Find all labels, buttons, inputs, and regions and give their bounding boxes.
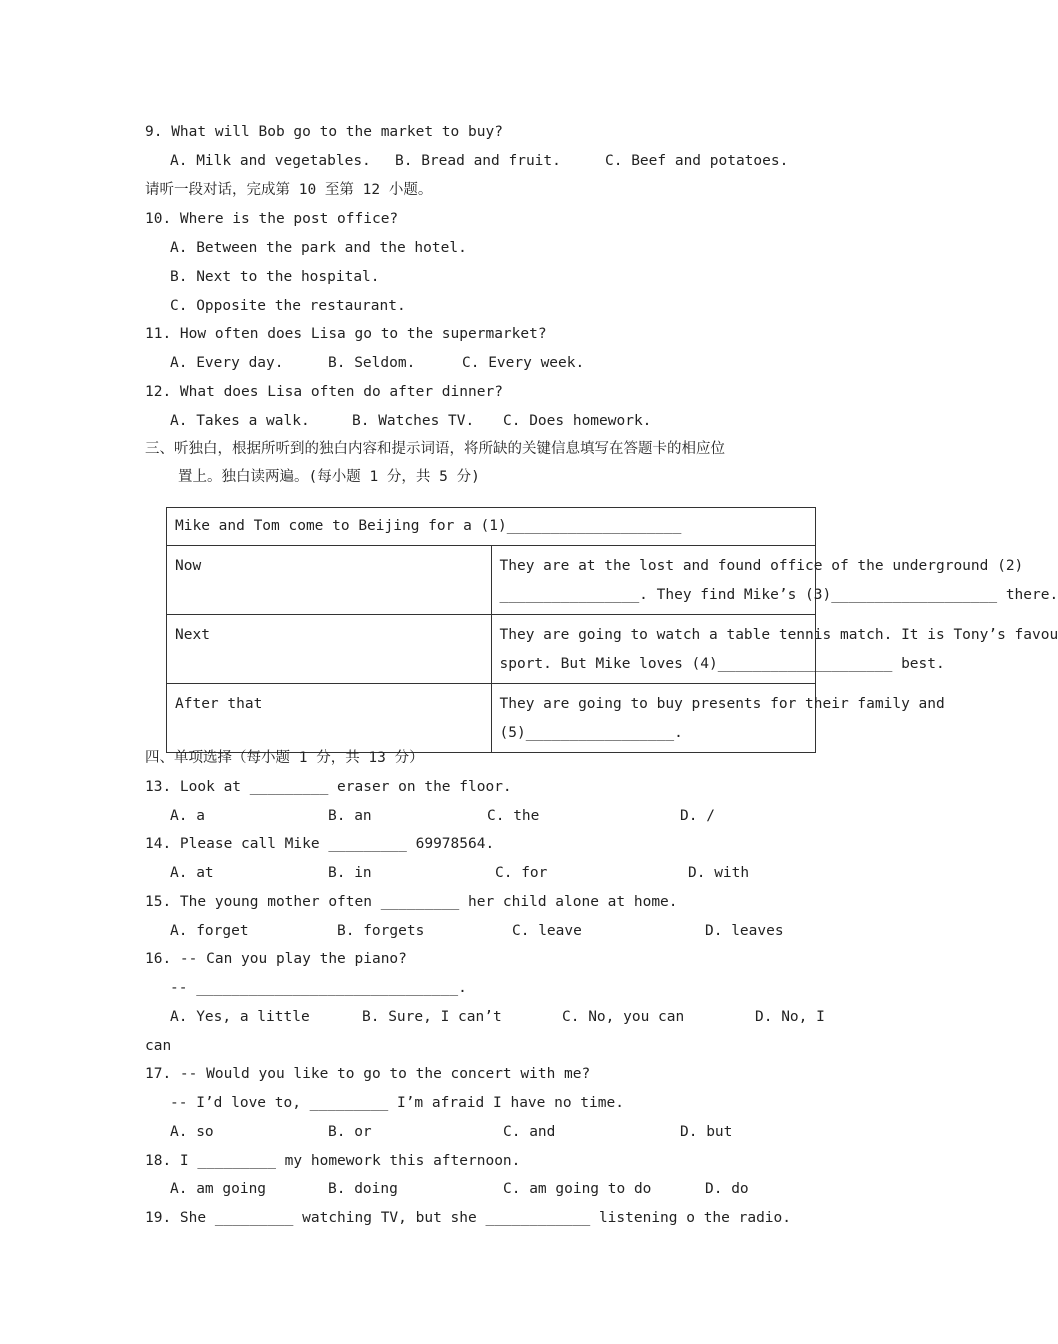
- q12-option-b: B. Watches TV.: [352, 413, 475, 429]
- q11-option-c: C. Every week.: [462, 355, 585, 371]
- q18-option-a: A. am going: [170, 1181, 267, 1197]
- q16-answer-line: -- ______________________________.: [170, 980, 467, 996]
- q12-option-a: A. Takes a walk.: [170, 413, 310, 429]
- q15-option-c: C. leave: [512, 923, 582, 939]
- q13-option-c: C. the: [487, 808, 540, 824]
- row-line: They are at the lost and found office of the underground (2): [499, 558, 1024, 574]
- q14-option-b: B. in: [328, 865, 372, 881]
- q12-option-c: C. Does homework.: [503, 413, 652, 429]
- q17-option-b: B. or: [328, 1124, 372, 1140]
- q17-reply: -- I’d love to, _________ I’m afraid I have no time.: [170, 1095, 624, 1111]
- q17-option-d: D. but: [680, 1124, 733, 1140]
- gap-fill-table: [166, 507, 1058, 753]
- q14-option-a: A. at: [170, 865, 214, 881]
- question-17: 17. -- Would you like to go to the concert with me?: [145, 1066, 591, 1082]
- question-14: 14. Please call Mike _________ 69978564.: [145, 836, 495, 852]
- table-row: [167, 546, 816, 615]
- section-4-heading: 四、单项选择（每小题 1 分，共 13 分）: [145, 750, 424, 766]
- section-3-heading: 三、听独白，根据所听到的独白内容和提示词语，将所缺的关键信息填写在答题卡的相应位: [145, 441, 725, 457]
- q18-option-b: B. doing: [328, 1181, 398, 1197]
- table-header-cell: Mike and Tom come to Beijing for a (1)____________________: [167, 508, 816, 546]
- q10-option-a: A. Between the park and the hotel.: [170, 240, 467, 256]
- q16-option-c: C. No, you can: [562, 1009, 685, 1025]
- table-header-row: [167, 508, 816, 546]
- row-content-after-that: [491, 684, 945, 753]
- row-content-next: [491, 615, 1058, 684]
- row-line: ________________. They find Mike’s (3)___________________ there.: [499, 587, 1058, 603]
- question-9: 9. What will Bob go to the market to buy?: [145, 124, 503, 140]
- q11-option-b: B. Seldom.: [328, 355, 416, 371]
- q15-option-a: A. forget: [170, 923, 249, 939]
- q16-option-d-cont: can: [145, 1038, 172, 1054]
- question-16: 16. -- Can you play the piano?: [145, 951, 407, 967]
- table-row: [167, 684, 816, 753]
- question-10: 10. Where is the post office?: [145, 211, 399, 227]
- q16-option-b: B. Sure, I can’t: [362, 1009, 502, 1025]
- row-line: They are going to buy presents for their family and: [499, 696, 945, 712]
- q18-option-c: C. am going to do: [503, 1181, 652, 1197]
- q10-option-c: C. Opposite the restaurant.: [170, 298, 406, 314]
- q10-option-b: B. Next to the hospital.: [170, 269, 380, 285]
- row-label-now: Now: [167, 546, 492, 615]
- q9-option-c: C. Beef and potatoes.: [605, 153, 789, 169]
- question-12: 12. What does Lisa often do after dinner?: [145, 384, 503, 400]
- row-content-now: [491, 546, 1058, 615]
- q13-option-b: B. an: [328, 808, 372, 824]
- q18-option-d: D. do: [705, 1181, 749, 1197]
- row-label-after-that: After that: [167, 684, 492, 753]
- row-line: sport. But Mike loves (4)____________________ best.: [499, 656, 945, 672]
- question-15: 15. The young mother often _________ her child alone at home.: [145, 894, 678, 910]
- q14-option-c: C. for: [495, 865, 548, 881]
- q16-option-a: A. Yes, a little: [170, 1009, 310, 1025]
- q13-option-d: D. /: [680, 808, 715, 824]
- q16-option-d: D. No, I: [755, 1009, 825, 1025]
- q14-option-d: D. with: [688, 865, 750, 881]
- question-18: 18. I _________ my homework this afternoon.: [145, 1153, 521, 1169]
- q11-option-a: A. Every day.: [170, 355, 284, 371]
- section-3-heading-cont: 置上。独白读两遍。(每小题 1 分，共 5 分): [178, 469, 480, 485]
- question-13: 13. Look at _________ eraser on the floor.: [145, 779, 512, 795]
- q15-option-d: D. leaves: [705, 923, 784, 939]
- table-row: [167, 615, 816, 684]
- q9-option-b: B. Bread and fruit.: [395, 153, 561, 169]
- q9-option-a: A. Milk and vegetables.: [170, 153, 371, 169]
- q15-option-b: B. forgets: [337, 923, 425, 939]
- row-line: (5)_________________.: [499, 725, 683, 741]
- q13-option-a: A. a: [170, 808, 205, 824]
- row-line: They are going to watch a table tennis match. It is Tony’s favou: [499, 627, 1058, 643]
- q17-option-a: A. so: [170, 1124, 214, 1140]
- instruction-10-12: 请听一段对话，完成第 10 至第 12 小题。: [145, 182, 433, 198]
- question-19: 19. She _________ watching TV, but she ____________ listening o the radio.: [145, 1210, 792, 1226]
- question-11: 11. How often does Lisa go to the supermarket?: [145, 326, 547, 342]
- q17-option-c: C. and: [503, 1124, 556, 1140]
- row-label-next: Next: [167, 615, 492, 684]
